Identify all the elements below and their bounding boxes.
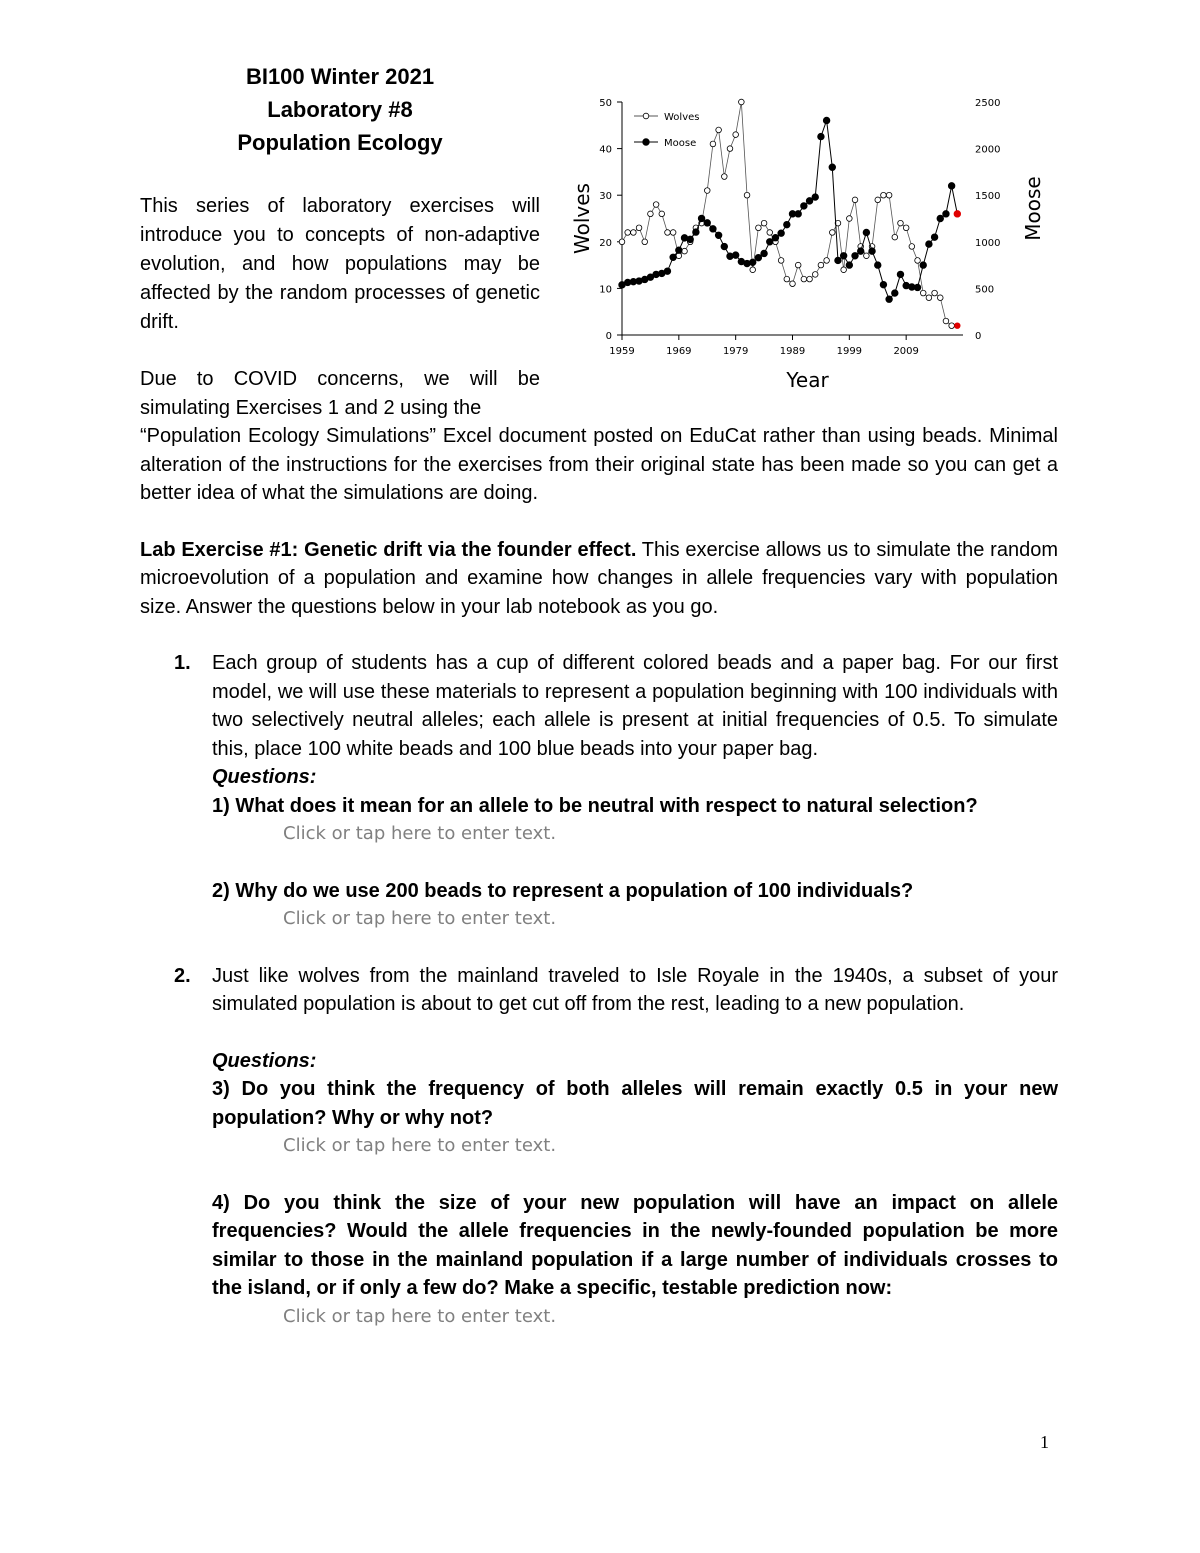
step-1 [140, 649, 1058, 962]
moose-point [880, 281, 887, 288]
moose-point [670, 254, 677, 261]
moose-point [801, 203, 808, 210]
questions-label: Questions: [212, 766, 317, 788]
wolves-point [881, 192, 887, 198]
x-tick-label: 1959 [609, 346, 635, 357]
wolves-point [756, 225, 762, 231]
y-tick-label-right: 1000 [975, 237, 1001, 249]
intro-paragraph: This series of laboratory exercises will introduce you to concepts of non-adaptive evolution, and how populations may be affected by the random processes of genetic drift. [140, 195, 540, 333]
moose-point [698, 215, 705, 222]
wolves-point [659, 211, 665, 217]
answer-field-1[interactable]: Click or tap here to enter text. [283, 823, 557, 844]
intro-text [140, 192, 540, 423]
exercise-steps [140, 649, 1058, 1331]
y-tick-label-left: 40 [599, 144, 612, 156]
wolves-point [903, 225, 909, 231]
moose-point [937, 215, 944, 222]
moose-point [897, 271, 904, 278]
wolves-point [812, 272, 818, 278]
y-tick-label-right: 2500 [975, 98, 1001, 109]
wolves-point [739, 99, 745, 105]
answer-field-3[interactable]: Click or tap here to enter text. [283, 1135, 557, 1156]
moose-point [676, 247, 683, 254]
wolves-point [795, 262, 801, 268]
exercise-1-title: Lab Exercise #1: Genetic drift via the founder effect. [140, 538, 637, 561]
moose-point [926, 241, 933, 248]
step-text: Just like wolves from the mainland traveled to Isle Royale in the 1940s, a subset of your simulated population is about to get cut off from the rest, leading to a new population. [212, 964, 1058, 1015]
legend-moose-label: Moose [664, 138, 697, 149]
moose-point [869, 248, 876, 255]
wolves-point [864, 253, 870, 259]
moose-point [772, 234, 779, 241]
wolves-point [915, 258, 921, 264]
wolves-point [761, 220, 767, 226]
wolves-point [847, 216, 853, 222]
moose-point [943, 211, 950, 218]
moose-point [874, 262, 881, 269]
moose-point [761, 250, 768, 257]
y-tick-label-left: 10 [599, 284, 612, 296]
wolves-point [949, 323, 955, 329]
wolves-point [750, 267, 756, 273]
moose-point [931, 234, 938, 241]
moose-point [840, 252, 847, 259]
moose-point [784, 221, 791, 228]
x-tick-label: 1979 [722, 346, 749, 357]
step-number: 1. [174, 652, 191, 674]
moose-point [852, 252, 859, 259]
wolves-point [653, 202, 659, 208]
covid-paragraph-start: Due to COVID concerns, we will be simulating Exercises 1 and 2 using the [140, 368, 540, 419]
wolves-point [943, 318, 949, 324]
wolves-point [722, 174, 728, 180]
wolves-point [636, 225, 642, 231]
wolves-point [665, 230, 671, 236]
legend-wolves-label: Wolves [664, 112, 700, 123]
wolves-point [920, 290, 926, 296]
wolves-point [631, 230, 637, 236]
y-tick-label-left: 50 [599, 98, 612, 109]
y-tick-label-right: 500 [975, 284, 995, 296]
wolves-point [801, 276, 807, 282]
course-title: BI100 Winter 2021 [245, 64, 435, 89]
wolves-point [767, 230, 773, 236]
y-tick-label-left: 20 [599, 237, 612, 249]
wolves-point [892, 234, 898, 240]
moose-point [755, 254, 762, 261]
wolves-point [807, 276, 813, 282]
question-3: 3) Do you think the frequency of both alleles will remain exactly 0.5 in your new population? Why or why not? [212, 1078, 1058, 1129]
moose-point [693, 229, 700, 236]
moose-point [954, 211, 961, 218]
wolves-point [841, 267, 847, 273]
lab-number: Laboratory #8 [267, 97, 413, 122]
moose-point [857, 248, 864, 255]
question-2: 2) Why do we use 200 beads to represent a population of 100 individuals? [212, 879, 914, 902]
x-tick-label: 1999 [836, 346, 863, 357]
moose-point [846, 262, 853, 269]
wolves-moose-chart [565, 90, 1055, 395]
moose-point [948, 183, 955, 190]
moose-point [721, 243, 728, 250]
wolves-point [886, 192, 892, 198]
x-tick-label: 2009 [893, 346, 919, 357]
wolves-point [875, 197, 881, 203]
moose-point [818, 133, 825, 140]
wolves-point [790, 281, 796, 287]
wolves-point [710, 141, 716, 147]
wolves-point [682, 248, 688, 254]
moose-point [687, 236, 694, 243]
y-tick-label-right: 2000 [975, 144, 1001, 156]
question-4: 4) Do you think the size of your new population will have an impact on allele frequencies? Would the allele frequencies in the newly-founded population be more similar to those in the mainland population if a large number of individuals crosses to the island, or if only a few do? Make a specific, testable prediction now: [212, 1191, 1058, 1299]
moose-point [892, 290, 899, 297]
moose-point [749, 259, 756, 266]
exercise-1-description: This exercise allows us to simulate the random microevolution of a population and examine how changes in allele frequencies vary with population size. Answer the questions below in your lab notebook as you go. [140, 538, 1058, 618]
wolves-point [937, 295, 943, 301]
answer-field-4[interactable]: Click or tap here to enter text. [283, 1305, 557, 1327]
exercise-1-intro [140, 536, 1058, 622]
wolves-point [670, 230, 676, 236]
wolves-point [727, 146, 733, 152]
wolves-point [926, 295, 932, 301]
moose-point [812, 194, 819, 201]
legend-wolves-marker [643, 113, 649, 119]
wolves-point [829, 230, 835, 236]
moose-point [664, 268, 671, 275]
moose-point [704, 220, 711, 227]
step-2 [140, 962, 1058, 1332]
moose-point [920, 262, 927, 269]
moose-point [823, 117, 830, 124]
wolves-point [784, 276, 790, 282]
wolves-point [733, 132, 739, 138]
page-number: 1 [1040, 1432, 1049, 1452]
moose-point [732, 252, 739, 259]
y-tick-label-left: 0 [605, 331, 612, 342]
covid-paragraph-continued: “Population Ecology Simulations” Excel document posted on EduCat rather than using beads. Minimal alteration of the instructions for the exercises from their original state has been made so you can get a better idea of what the simulations are doing. [140, 425, 1058, 504]
moose-point [778, 230, 785, 237]
x-axis-label: Year [786, 368, 829, 392]
legend-moose-marker [643, 139, 650, 146]
y-axis-label-left: Wolves [570, 183, 594, 254]
wolves-point [909, 244, 915, 250]
wolves-point [898, 220, 904, 226]
wolves-point [955, 323, 961, 329]
wolves-point [818, 262, 824, 268]
moose-point [863, 229, 870, 236]
step-number: 2. [174, 964, 191, 987]
wolves-point [932, 290, 938, 296]
wolves-point [716, 127, 722, 133]
wolves-point [642, 239, 648, 245]
wolves-point [648, 211, 654, 217]
document-title [140, 60, 540, 159]
moose-point [710, 226, 717, 233]
lab-topic: Population Ecology [237, 130, 443, 155]
x-tick-label: 1969 [666, 346, 692, 357]
moose-point [914, 284, 921, 291]
moose-point [835, 257, 842, 264]
wolves-point [744, 192, 750, 198]
moose-point [829, 164, 836, 171]
moose-point [795, 211, 802, 218]
y-tick-label-right: 0 [975, 331, 982, 342]
wolves-point [619, 239, 625, 245]
chart-legend [634, 112, 699, 149]
questions-label: Questions: [212, 1049, 317, 1072]
wolves-point [852, 197, 858, 203]
x-tick-label: 1989 [779, 346, 806, 357]
wolves-point [778, 258, 784, 264]
answer-field-2[interactable]: Click or tap here to enter text. [283, 908, 557, 929]
y-tick-label-right: 1500 [975, 191, 1001, 203]
question-1: 1) What does it mean for an allele to be neutral with respect to natural selection? [212, 794, 978, 817]
step-text: Each group of students has a cup of different colored beads and a paper bag. For our first model, we will use these materials to represent a population beginning with 100 individuals with two selectively neutral alleles; each allele is present at initial frequencies of 0.5. To simulate this, place 100 white beads and 100 blue beads into your paper bag. [212, 652, 1058, 760]
y-tick-label-left: 30 [599, 191, 612, 203]
wolves-point [625, 230, 631, 236]
wolves-point [824, 258, 830, 264]
moose-point [766, 239, 773, 246]
moose-point [715, 232, 722, 239]
moose-point [886, 296, 893, 303]
wolves-point [704, 188, 710, 194]
y-axis-label-right: Moose [1021, 176, 1045, 241]
document-body [140, 422, 1058, 1331]
